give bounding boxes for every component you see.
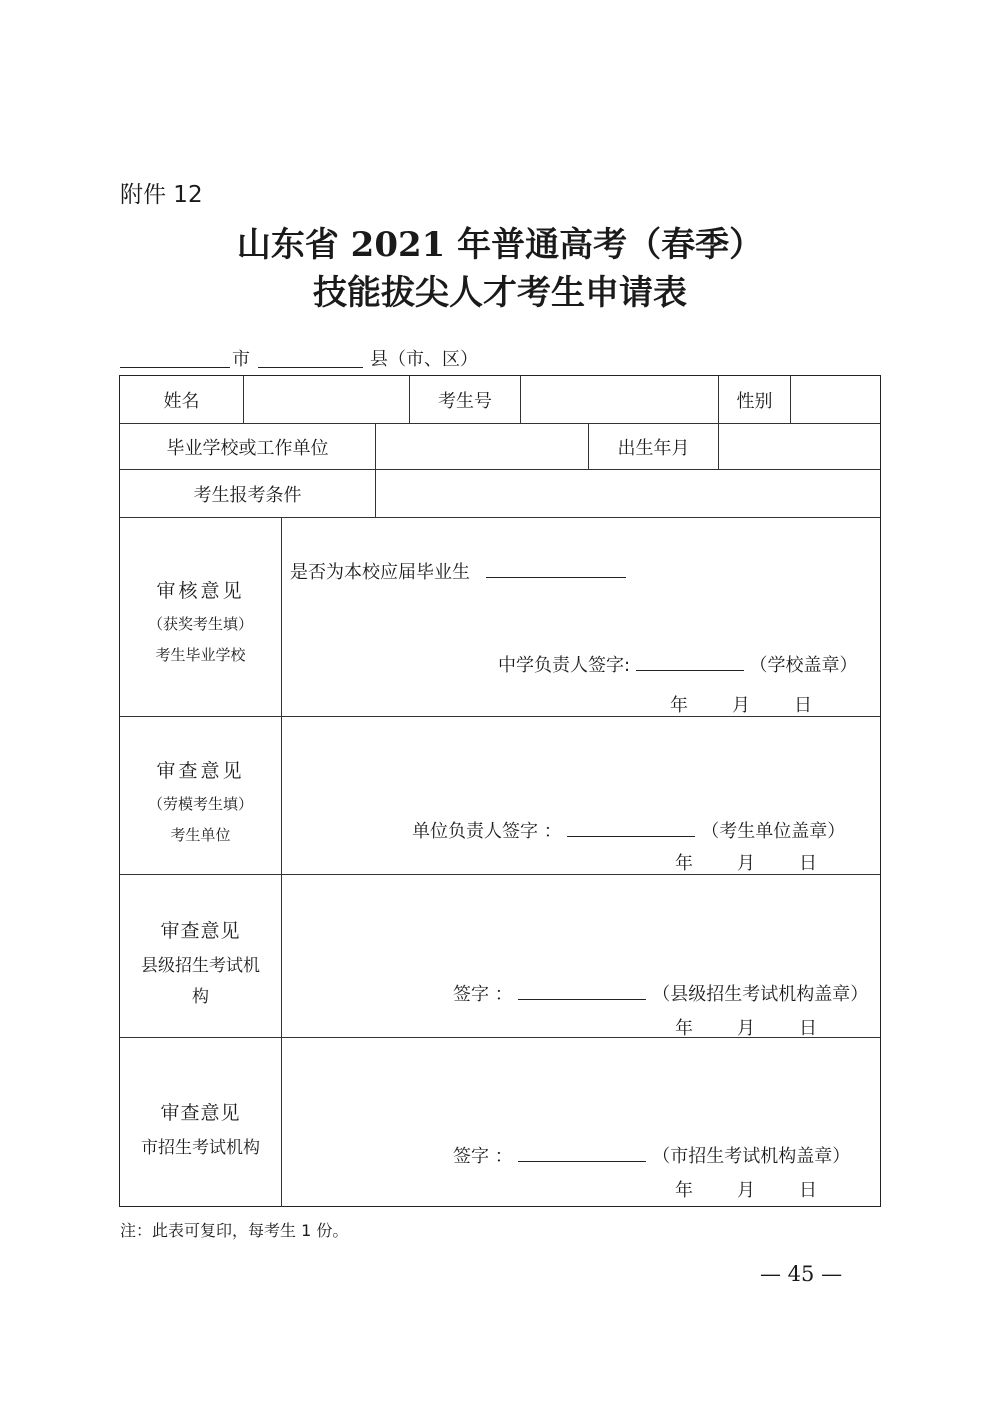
school-field[interactable] (376, 424, 588, 469)
section1-question-blank[interactable] (486, 561, 626, 578)
section3-title: 审查意见 (160, 920, 241, 942)
birth-field[interactable] (719, 424, 881, 469)
section1-sign: 中学负责人签字: （学校盖章） (498, 655, 858, 676)
attachment-label: 附件 12 (120, 182, 203, 208)
section1-date: 年 月 日 (670, 695, 812, 716)
exam-number-label: 考生号 (438, 390, 492, 412)
section1-title: 审核意见 (156, 580, 245, 602)
section2-sub: （劳模考生填） (147, 795, 253, 813)
name-field[interactable] (244, 376, 409, 423)
section1-label (120, 576, 281, 665)
section4-label (120, 1098, 281, 1158)
county-blank[interactable] (258, 345, 363, 368)
form-title-line-2: 技能拔尖人才考生申请表 (313, 273, 687, 313)
section3-sign-blank[interactable] (518, 983, 646, 1000)
section2-sign: 单位负责人签字 ： （考生单位盖章） (412, 821, 846, 842)
section2-title: 审查意见 (156, 760, 245, 782)
section4-date: 年 月 日 (675, 1180, 817, 1201)
section3-date: 年 月 日 (675, 1018, 817, 1039)
city-blank[interactable] (120, 345, 230, 368)
condition-field[interactable] (376, 470, 881, 517)
section2-sub2: 考生单位 (170, 826, 231, 844)
footnote: 注：此表可复印，每考生 1 份。 (120, 1221, 349, 1240)
section2-label (120, 756, 281, 845)
page-number: — 45 — (760, 1262, 843, 1286)
gender-label: 性别 (736, 390, 773, 412)
section4-title: 审查意见 (160, 1102, 241, 1124)
section4-sign-blank[interactable] (518, 1145, 646, 1162)
section1-sub2: 考生毕业学校 (155, 646, 246, 664)
section2-sign-blank[interactable] (567, 820, 695, 837)
gender-field[interactable] (791, 376, 881, 423)
birth-label: 出生年月 (617, 437, 690, 459)
section1-sign-blank[interactable] (636, 654, 744, 671)
section3-sign: 签字 ： （县级招生考试机构盖章） (453, 984, 869, 1005)
name-label: 姓名 (163, 390, 200, 412)
section2-date: 年 月 日 (675, 853, 817, 874)
section3-sub-line2: 构 (192, 987, 209, 1007)
section3-sub-line1: 县级招生考试机 (141, 956, 260, 976)
form-title-line-1: 山东省 2021 年普通高考（春季） (236, 225, 764, 265)
section4-sign: 签字 ： （市招生考试机构盖章） (453, 1146, 851, 1167)
school-label: 毕业学校或工作单位 (166, 437, 329, 459)
city-suffix: 市 (232, 349, 250, 370)
county-suffix: 县（市、区） (370, 349, 478, 370)
condition-label: 考生报考条件 (193, 484, 302, 506)
exam-number-field[interactable] (521, 376, 718, 423)
section4-sub: 市招生考试机构 (141, 1138, 260, 1158)
section1-question: 是否为本校应届毕业生 (290, 558, 626, 584)
section3-label (120, 916, 281, 1007)
application-table (119, 375, 881, 1207)
section1-sub: （获奖考生填） (147, 615, 253, 633)
